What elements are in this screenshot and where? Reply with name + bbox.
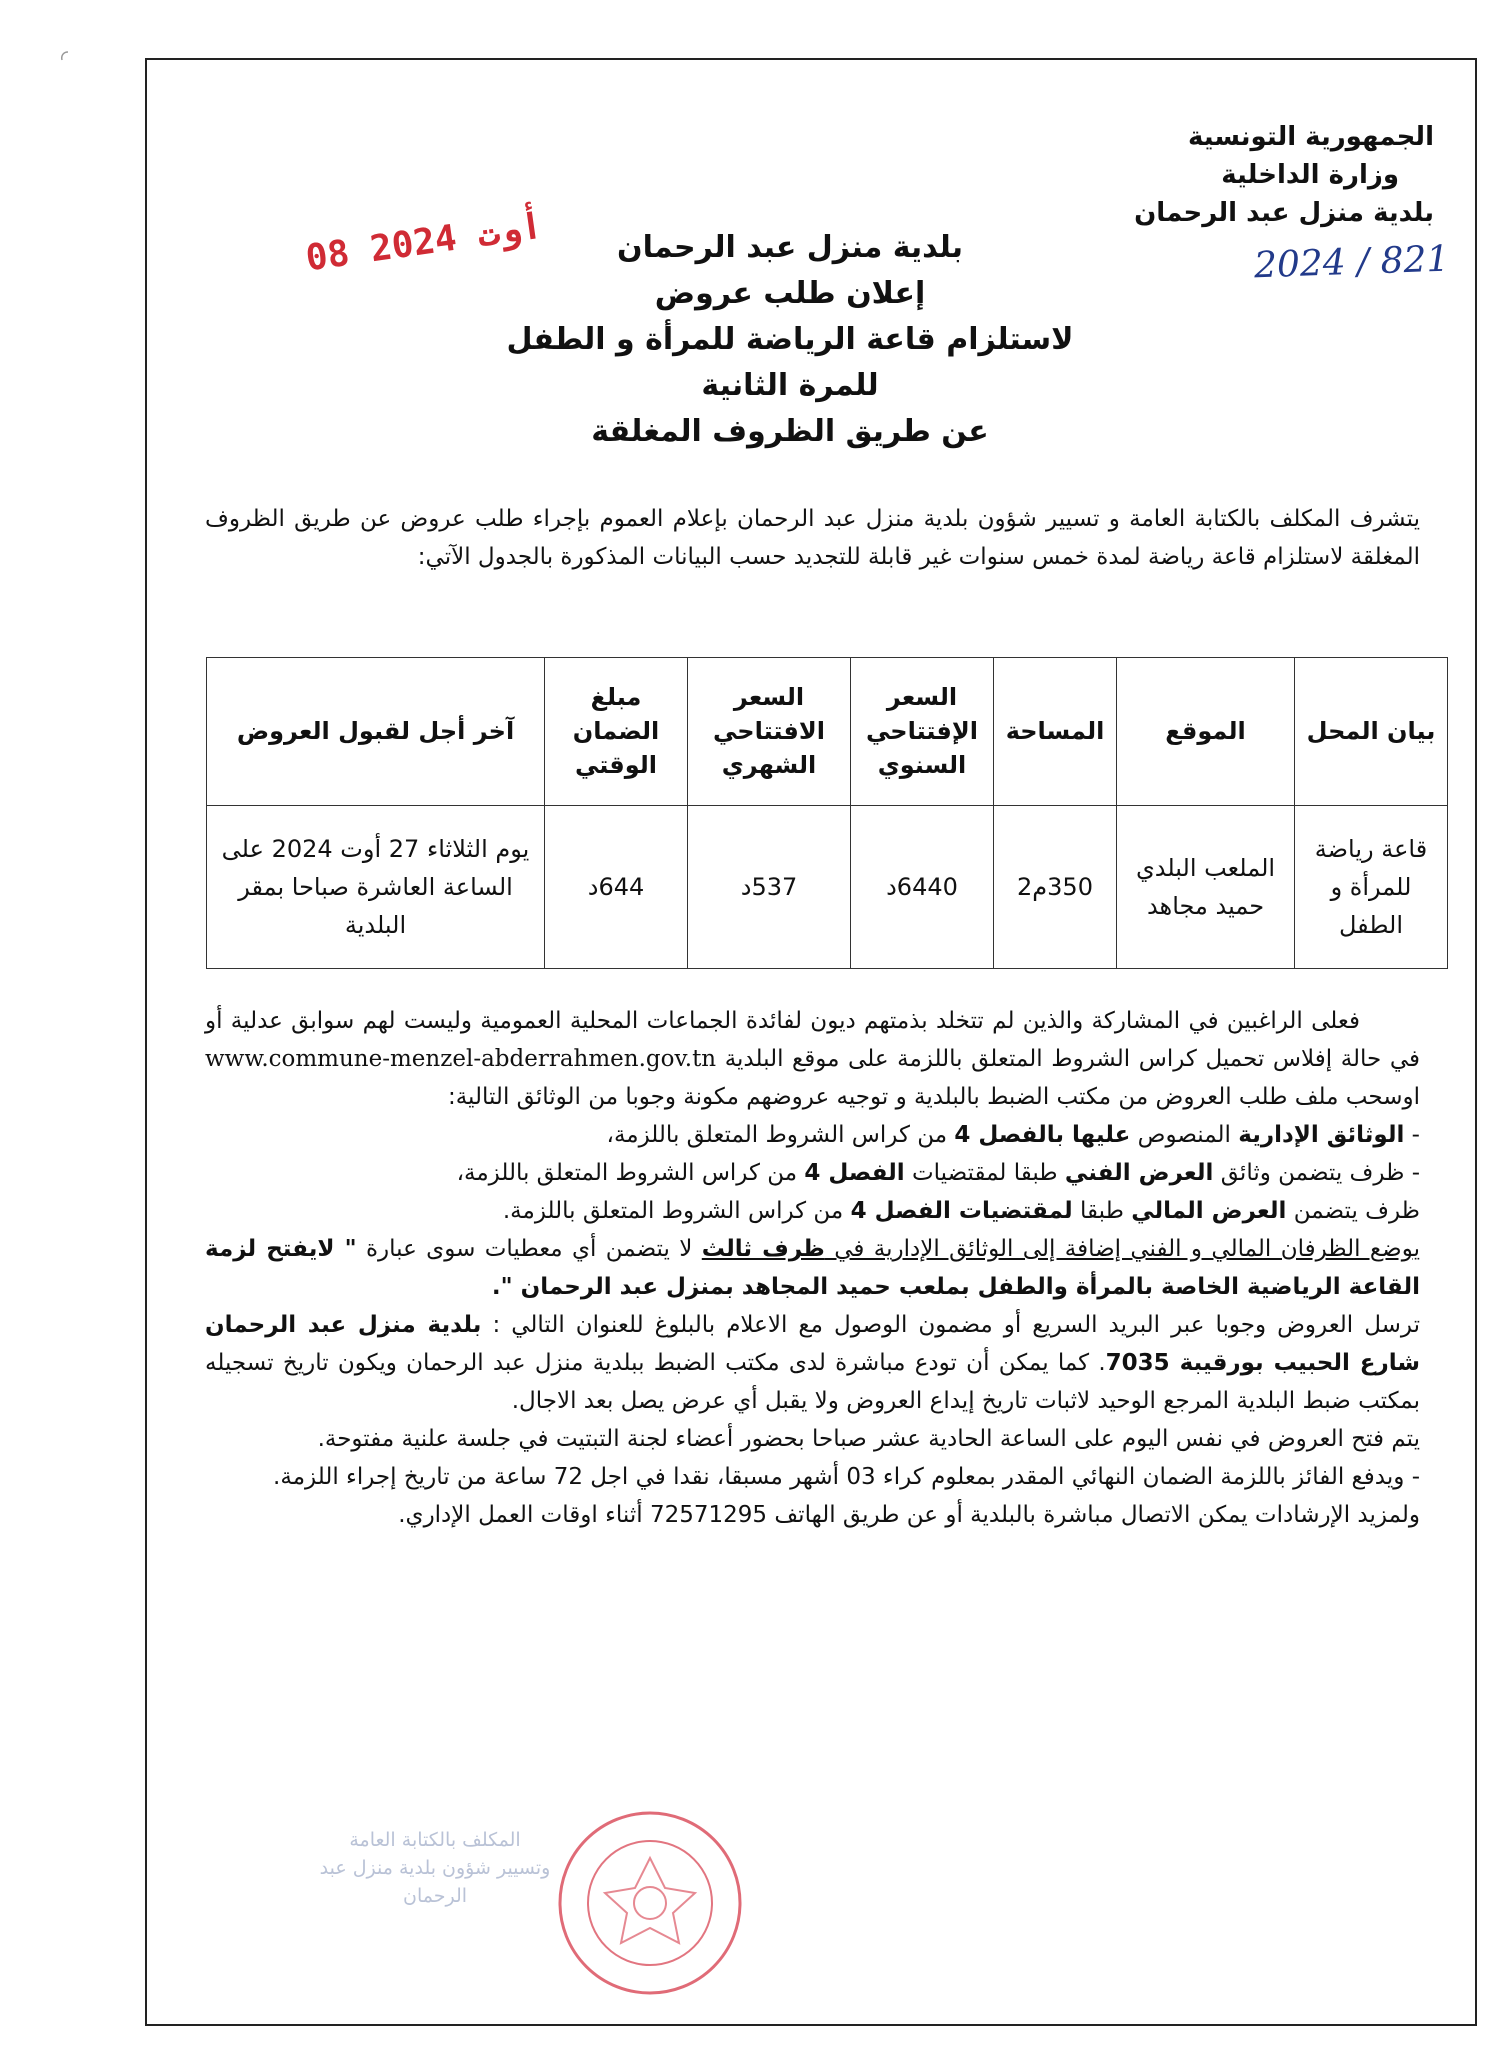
table-header-row [207, 658, 1448, 806]
third-envelope-paragraph: يوضع الظرفان المالي و الفني إضافة إلى الوثائق الإدارية في ظرف ثالث لا يتضمن أي معطيات سوى عبارة " لايفتح لزمة القاعة الرياضية الخاصة بالمرأة والطفل بملعب حميد المجاهد بمنزل عبد الرحمان ". [205, 1236, 1420, 1300]
letterhead [1014, 118, 1434, 232]
table-header: السعر الافتتاحي الشهري [688, 658, 851, 806]
title-method: عن طريق الظروف المغلقة [591, 414, 989, 449]
reference-number: 2024 / 821 [1252, 238, 1450, 287]
table-cell: 644د [545, 805, 688, 968]
signature-subtitle: وتسيير شؤون بلدية منزل عبد الرحمان [319, 1857, 551, 1907]
table-cell: يوم الثلاثاء 27 أوت 2024 على الساعة العاشرة صباحا بمقر البلدية [207, 805, 545, 968]
table-header: مبلغ الضمان الوقتي [545, 658, 688, 806]
contact-paragraph: ولمزيد الإرشادات يمكن الاتصال مباشرة بالبلدية أو عن طريق الهاتف 72571295 أثناء اوقات العمل الإداري. [398, 1502, 1420, 1528]
title-municipality: بلدية منزل عبد الرحمان [616, 230, 964, 265]
submission-paragraph: ترسل العروض وجوبا عبر البريد السريع أو مضمون الوصول مع الاعلام بالبلوغ للعنوان التالي : بلدية منزل عبد الرحمان شارع الحبيب بورقيبة 7035. كما يمكن أن تودع مباشرة لدى مكتب الضبط ببلدية منزل عبد الرحمان ويكون تاريخ تسجيله بمكتب ضبط البلدية المرجع الوحيد لاثبات تاريخ إيداع العروض ولا يقبل أي عرض يصل بعد الاجال. [205, 1312, 1420, 1414]
guarantee-paragraph: - ويدفع الفائز باللزمة الضمان النهائي المقدر بمعلوم كراء 03 أشهر مسبقا، نقدا في اجل 72 ساعة من تاريخ إجراء اللزمة. [273, 1464, 1420, 1490]
table-row [207, 805, 1448, 968]
table-cell: قاعة رياضة للمرأة و الطفل [1295, 805, 1448, 968]
signature-block [285, 1826, 585, 1910]
signature-title: المكلف بالكتابة العامة [349, 1829, 521, 1851]
corner-mark-icon [58, 50, 72, 64]
document-item-administrative: - الوثائق الإدارية المنصوص عليها بالفصل 4 من كراس الشروط المتعلق باللزمة، [606, 1122, 1420, 1148]
date-stamp: 08 أوت 2024 [303, 205, 546, 280]
letterhead-municipality: بلدية منزل عبد الرحمان [1134, 198, 1434, 228]
intro-paragraph: يتشرف المكلف بالكتابة العامة و تسيير شؤون بلدية منزل عبد الرحمان بإعلام العموم بإجراء طلب عروض عن طريق الظروف المغلقة لاستلزام قاعة رياضة لمدة خمس سنوات غير قابلة للتجديد حسب البيانات المذكورة بالجدول الآتي: [205, 506, 1420, 570]
participation-paragraph: فعلى الراغبين في المشاركة والذين لم تتخلد بذمتهم ديون لفائدة الجماعات المحلية العمومية وليست لهم سوابق عدلية أو في حالة إفلاس تحميل كراس الشروط المتعلق باللزمة على موقع البلدية www.commune-menzel-abderrahmen.gov.tn اوسحب ملف طلب العروض من مكتب الضبط بالبلدية و توجيه عروضهم مكونة وجوبا من الوثائق التالية: [205, 1008, 1420, 1110]
opening-paragraph: يتم فتح العروض في نفس اليوم على الساعة الحادية عشر صباحا بحضور أعضاء لجنة التبتيت في جلسة علنية مفتوحة. [317, 1426, 1420, 1452]
table-header: بيان المحل [1295, 658, 1448, 806]
title-announcement: إعلان طلب عروض [654, 276, 926, 311]
table-cell: 350م2 [994, 805, 1117, 968]
document-item-financial: ظرف يتضمن العرض المالي طبقا لمقتضيات الفصل 4 من كراس الشروط المتعلق باللزمة. [502, 1198, 1420, 1224]
title-round: للمرة الثانية [701, 368, 879, 403]
table-cell: 537د [688, 805, 851, 968]
official-seal [555, 1808, 745, 1998]
table-header: المساحة [994, 658, 1117, 806]
table-cell: الملعب البلدي حميد مجاهد [1117, 805, 1295, 968]
title-subject: لاستلزام قاعة الرياضة للمرأة و الطفل [506, 322, 1074, 357]
table-header: آخر أجل لقبول العروض [207, 658, 545, 806]
letterhead-ministry: وزارة الداخلية [1221, 160, 1399, 190]
table-header: الموقع [1117, 658, 1295, 806]
table-header: السعر الإفتتاحي السنوي [851, 658, 994, 806]
announcement-title [430, 225, 1150, 455]
table-cell: 6440د [851, 805, 994, 968]
letterhead-republic: الجمهورية التونسية [1187, 122, 1434, 152]
announcement-body [205, 1002, 1420, 1534]
website-link[interactable]: www.commune-menzel-abderrahmen.gov.tn [205, 1046, 717, 1072]
document-item-technical: - ظرف يتضمن وثائق العرض الفني طبقا لمقتضيات الفصل 4 من كراس الشروط المتعلق باللزمة، [456, 1160, 1420, 1186]
offers-table [206, 657, 1448, 969]
